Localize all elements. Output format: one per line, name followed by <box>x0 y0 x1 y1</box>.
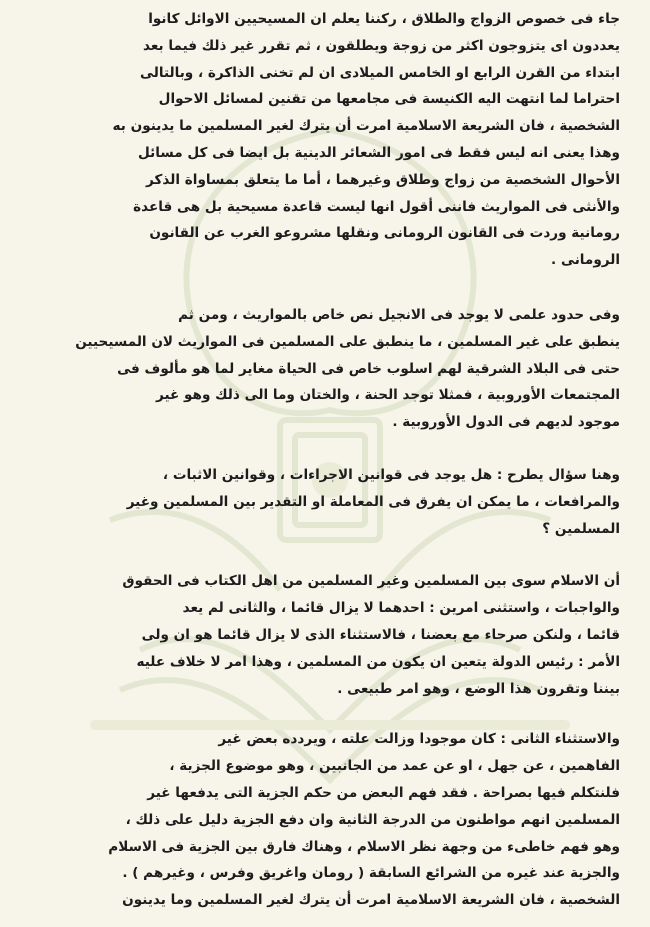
paragraph-gap <box>40 542 620 568</box>
text-line: بيننا وتقرون هذا الوضع ، وهو امر طبيعى . <box>337 680 620 697</box>
text-line: ينطبق على غير المسلمين ، ما ينطبق على المسلمين فى المواريث لان المسيحيين <box>75 333 620 350</box>
paragraph-gap <box>40 702 620 726</box>
text-line: الأمر : رئيس الدولة يتعين ان يكون من المسلمين ، وهذا امر لا خلاف عليه <box>136 653 620 670</box>
text-line: المسلمين انهم مواطنون من الدرجة الثانية وان دفع الجزية دليل على ذلك ، <box>125 811 620 828</box>
text-line: والمرافعات ، ما يمكن ان يفرق فى المعاملة او التقدير بين المسلمين وغير <box>126 493 620 510</box>
text-line: وهو فهم خاطىء من وجهة نظر الاسلام ، وهناك فارق بين الجزية فى الاسلام <box>108 838 620 855</box>
paragraph-5 <box>40 726 620 914</box>
text-line: أن الاسلام سوى بين المسلمين وغير المسلمين من اهل الكتاب فى الحقوق <box>122 573 620 590</box>
text-line: والجزية عند غيره من الشرائع السابقة ( رومان واغريق وفرس ، وغيرهم ) . <box>122 865 620 882</box>
text-line: الرومانى . <box>551 252 620 269</box>
text-line: جاء فى خصوص الزواج والطلاق ، ركننا يعلم ان المسيحيين الاوائل كانوا <box>148 11 620 27</box>
text-line: الأحوال الشخصية من زواج وطلاق وغيرهما ، أما ما يتعلق بمساواة الذكر <box>146 171 620 188</box>
paragraph-1 <box>40 6 620 274</box>
article-text <box>40 6 620 914</box>
text-line: الشخصية ، فان الشريعة الاسلامية امرت أن يترك لغير المسلمين وما يدينون <box>122 892 620 909</box>
text-line: موجود لديهم فى الدول الأوروبية . <box>392 414 620 431</box>
text-line: وهنا سؤال يطرح : هل يوجد فى قوانين الاجراءات ، وقوانين الاثبات ، <box>162 466 620 483</box>
text-line: المجتمعات الأوروبية ، فمثلا توجد الحنة ، والختان وما الى ذلك وهو غير <box>156 387 620 404</box>
text-line: والأنثى فى المواريث فاننى أقول انها ليست قاعدة مسيحية بل هى قاعدة <box>133 198 620 215</box>
text-line: وهذا يعنى انه ليس فقط فى امور الشعائر الدينية بل ايضا فى كل مسائل <box>138 144 620 161</box>
paragraph-gap <box>40 274 620 302</box>
text-line: الشخصية ، فان الشريعة الاسلامية امرت أن يترك لغير المسلمين ما يدينون به <box>112 118 620 135</box>
text-line: وفى حدود علمى لا يوجد فى الانجيل نص خاص بالمواريث ، ومن ثم <box>178 306 620 323</box>
paragraph-3 <box>40 462 620 542</box>
text-line: ابتداء من القرن الرابع او الخامس الميلادى ان لم تخنى الذاكرة ، وبالتالى <box>139 64 620 81</box>
text-line: الفاهمين ، عن جهل ، او عن عمد من الجانبين ، وهو موضوع الجزية ، <box>169 758 620 775</box>
text-line: رومانية وردت فى القانون الرومانى ونقلها مشروعو الغرب عن القانون <box>149 225 620 242</box>
text-line: والاستثناء الثانى : كان موجودا وزالت علته ، ويردده بعض غير <box>218 731 620 748</box>
text-line: يعددون اى يتزوجون اكثر من زوجة ويطلقون ، ثم تقرر غير ذلك فيما بعد <box>143 37 620 54</box>
text-line: المسلمين ؟ <box>542 520 620 537</box>
text-line: فلنتكلم فيها بصراحة . فقد فهم البعض من حكم الجزية التى يدفعها غير <box>147 784 620 801</box>
text-line: احتراما لما انتهت اليه الكنيسة فى مجامعها من تقنين لمسائل الاحوال <box>158 91 620 108</box>
paragraph-2 <box>40 302 620 436</box>
paragraph-4 <box>40 568 620 702</box>
paragraph-gap <box>40 436 620 462</box>
text-line: حتى فى البلاد الشرقية لهم اسلوب خاص فى الحياة مغاير لما هو مألوف فى <box>117 360 620 377</box>
text-line: قائما ، ولنكن صرحاء مع بعضنا ، فالاستثناء الذى لا يزال قائما هو ان ولى <box>141 626 620 643</box>
text-line: والواجبات ، واستثنى امرين : احدهما لا يزال قائما ، والثانى لم يعد <box>182 600 620 617</box>
